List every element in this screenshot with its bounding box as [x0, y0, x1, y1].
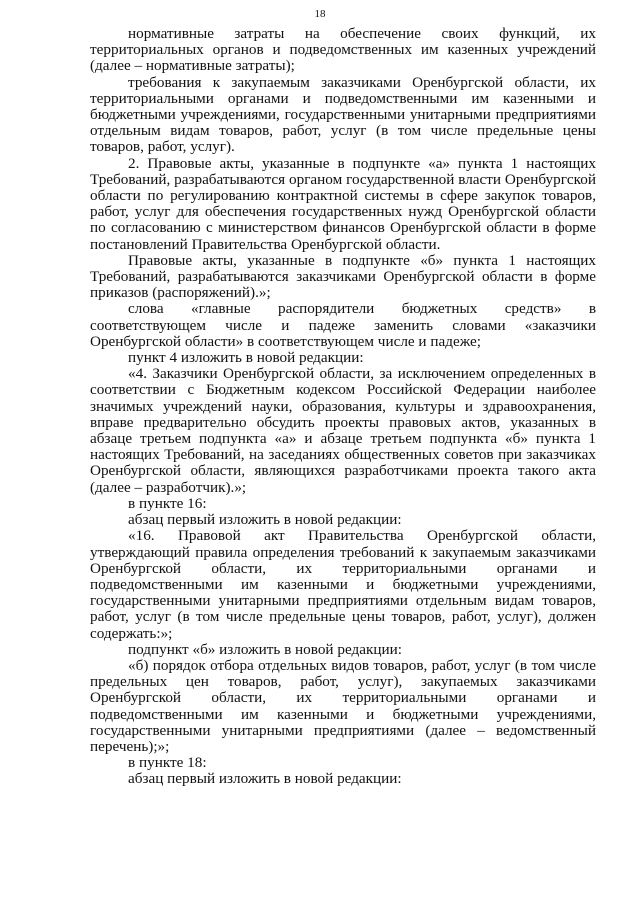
paragraph-item-16-heading: в пункте 16:: [128, 494, 207, 512]
paragraph-item-4-text: «4. Заказчики Оренбургской области, за исключением определенных в соответствии с Бюджетным кодексом Российской Федерации наиболее значимых учреждений науки, образования, культуры и здравоохранения, вправе предварительно обсудить проекты правовых актов, указанных в абзаце третьем подпункта «а» и абзаце третьем подпункта «б» пункта 1 настоящих Требований, на заседаниях общественных советов при заказчиках Оренбургской области, являющихся разработчиками проекта такого акта (далее – разработчик).»;: [90, 365, 596, 496]
paragraph-item-2: 2. Правовые акты, указанные в подпункте «а» пункта 1 настоящих Требований, разрабатываются органом государственной власти Оренбургской области по регулированию контрактной системы в сфере закупок товаров, работ, услуг для обеспечения государственных нужд Оренбургской области по согласованию с министерством финансов Оренбургской области в форме постановлений Правительства Оренбургской области.: [90, 154, 596, 253]
paragraph-subitem-b-heading: подпункт «б» изложить в новой редакции:: [128, 640, 402, 658]
page-number: 18: [314, 8, 326, 20]
paragraph-words-replace: слова «главные распорядители бюджетных средств» в соответствующем числе и падеже заменить словами «заказчики Оренбургской области» в соответствующем числе и падеже;: [90, 300, 596, 350]
paragraph-subitem-b-text: «б) порядок отбора отдельных видов товаров, работ, услуг (в том числе предельных цен товаров, работ, услуг), закупаемых заказчиками Оренбургской области, их территориальными органами и подведомственными им казенными и бюджетными учреждениями, государственными унитарными предприятиями (далее – ведомственный перечень);»;: [90, 656, 596, 755]
paragraph-item-16-text: «16. Правовой акт Правительства Оренбургской области, утверждающий правила определения требований к закупаемым заказчиками Оренбургской области, их территориальными органами и подведомственными им казенными и бюджетными учреждениями, государственными унитарными предприятиями отдельным видам товаров, работ, услуг (в том числе предельные цены товаров, работ, услуг), должен содержать:»;: [90, 527, 596, 642]
paragraph-first-abzac-18: абзац первый изложить в новой редакции:: [128, 770, 402, 788]
paragraph-legal-acts-b: Правовые акты, указанные в подпункте «б» пункта 1 настоящих Требований, разрабатываются заказчиками Оренбургской области в форме приказов (распоряжений).»;: [90, 251, 596, 302]
paragraph-first-abzac-16: абзац первый изложить в новой редакции:: [128, 511, 402, 529]
paragraph-item-4-heading: пункт 4 изложить в новой редакции:: [128, 349, 364, 367]
paragraph-normative-costs: нормативные затраты на обеспечение своих функций, их территориальных органов и подведомственных им казенных учреждений (далее – нормативные затраты);: [90, 25, 596, 75]
document-body: [90, 26, 596, 788]
paragraph-requirements: требования к закупаемым заказчиками Оренбургской области, их территориальными органами и подведомственными им казенными и бюджетными учреждениями, государственными унитарными предприятиями отдельным видам товаров, работ, услуг (в том числе предельные цены товаров, работ, услуг).: [90, 73, 596, 156]
paragraph-item-18-heading: в пункте 18:: [128, 754, 207, 772]
